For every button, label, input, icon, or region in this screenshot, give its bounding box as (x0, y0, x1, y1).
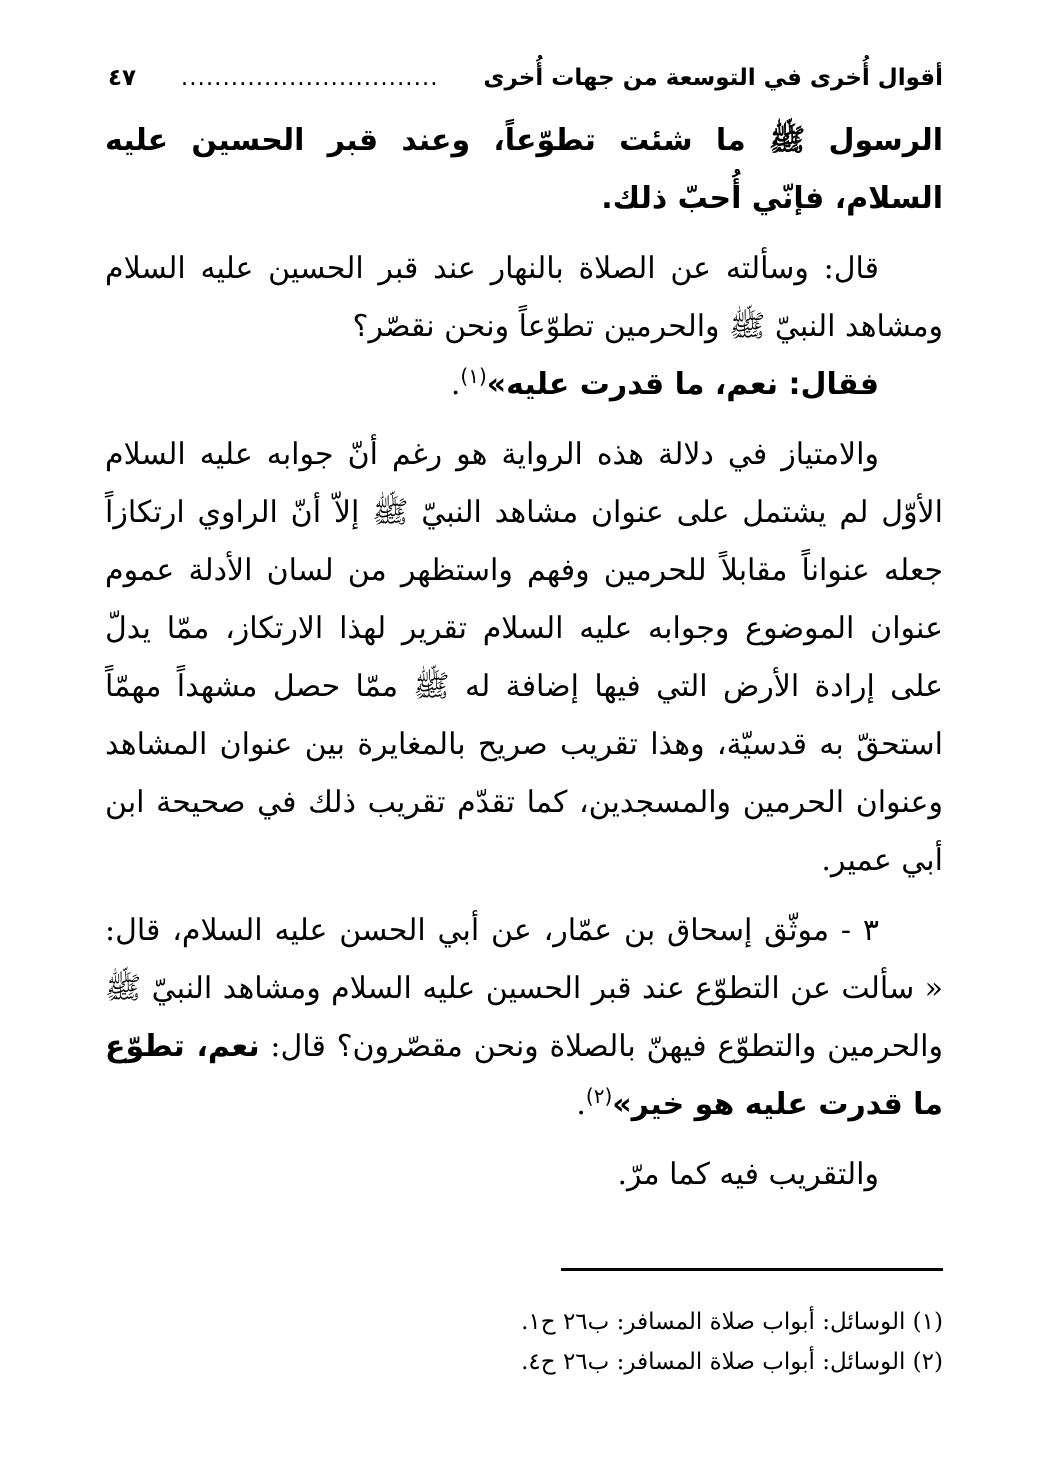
narration-3-answer: نعم، تطوّع ما قدرت عليه هو خير» (105, 1029, 943, 1122)
footnote-1: (١) الوسائل: أبواب صلاة المسافر: ب٢٦ ح١. (521, 1309, 943, 1335)
paragraph-conclusion: والتقريب فيه كما مرّ. (617, 1157, 879, 1192)
footnote-marker-1: (١) (460, 364, 487, 388)
paragraph-answer (105, 356, 943, 414)
main-text (105, 112, 943, 1204)
narration-3-text: ٣ - موثّق إسحاق بن عمّار، عن أبي الحسن عليه السلام، قال: « سألت عن التطوّع عند قبر الحسين عليه السلام ومشاهد النبيّ ﷺ والحرمين والتطوّع فيهنّ بالصلاة ونحن مقصّرون؟ قال: (105, 913, 943, 1064)
running-header (108, 58, 943, 98)
continued-quote-line: الرسول ﷺ ما شئت تطوّعاً، وعند قبر الحسين عليه السلام، فإنّي أُحبّ ذلك. (105, 123, 943, 216)
header-title: أقوال أُخرى في التوسعة من جهات أُخرى (483, 65, 943, 91)
answer-end: . (450, 367, 461, 402)
paragraph-question: قال: وسألته عن الصلاة بالنهار عند قبر الحسين عليه السلام ومشاهد النبيّ ﷺ والحرمين تطوّعاً ونحن نقصّر؟ (105, 251, 943, 344)
footnote-marker-2: (٢) (585, 1084, 613, 1108)
footnote-separator (561, 1268, 943, 1271)
paragraph-narration-3 (105, 902, 943, 1134)
answer-text: فقال: نعم، ما قدرت عليه» (486, 367, 879, 402)
header-leader-dots: ............................... (180, 65, 439, 91)
paragraph-analysis: والامتياز في دلالة هذه الرواية هو رغم أنّ جوابه عليه السلام الأوّل لم يشتمل على عنوان مشاهد النبيّ ﷺ إلاّ أنّ الراوي ارتكازاً جعله عنواناً مقابلاً للحرمين وفهم واستظهر من لسان الأدلة عموم عنوان الموضوع وجوابه عليه السلام تقرير لهذا الارتكاز، ممّا يدلّ على إرادة الأرض التي فيها إضافة له ﷺ ممّا حصل مشهداً مهمّاً استحقّ به قدسيّة، وهذا تقريب صريح بالمغايرة بين عنوان المشاهد وعنوان الحرمين والمسجدين، كما تقدّم تقريب ذلك في صحيحة ابن أبي عمير. (105, 437, 943, 878)
narration-3-end: . (576, 1087, 586, 1122)
footnotes (105, 1302, 943, 1382)
footnote-2: (٢) الوسائل: أبواب صلاة المسافر: ب٢٦ ح٤. (521, 1349, 943, 1375)
page-number: ٤٧ (108, 65, 137, 91)
